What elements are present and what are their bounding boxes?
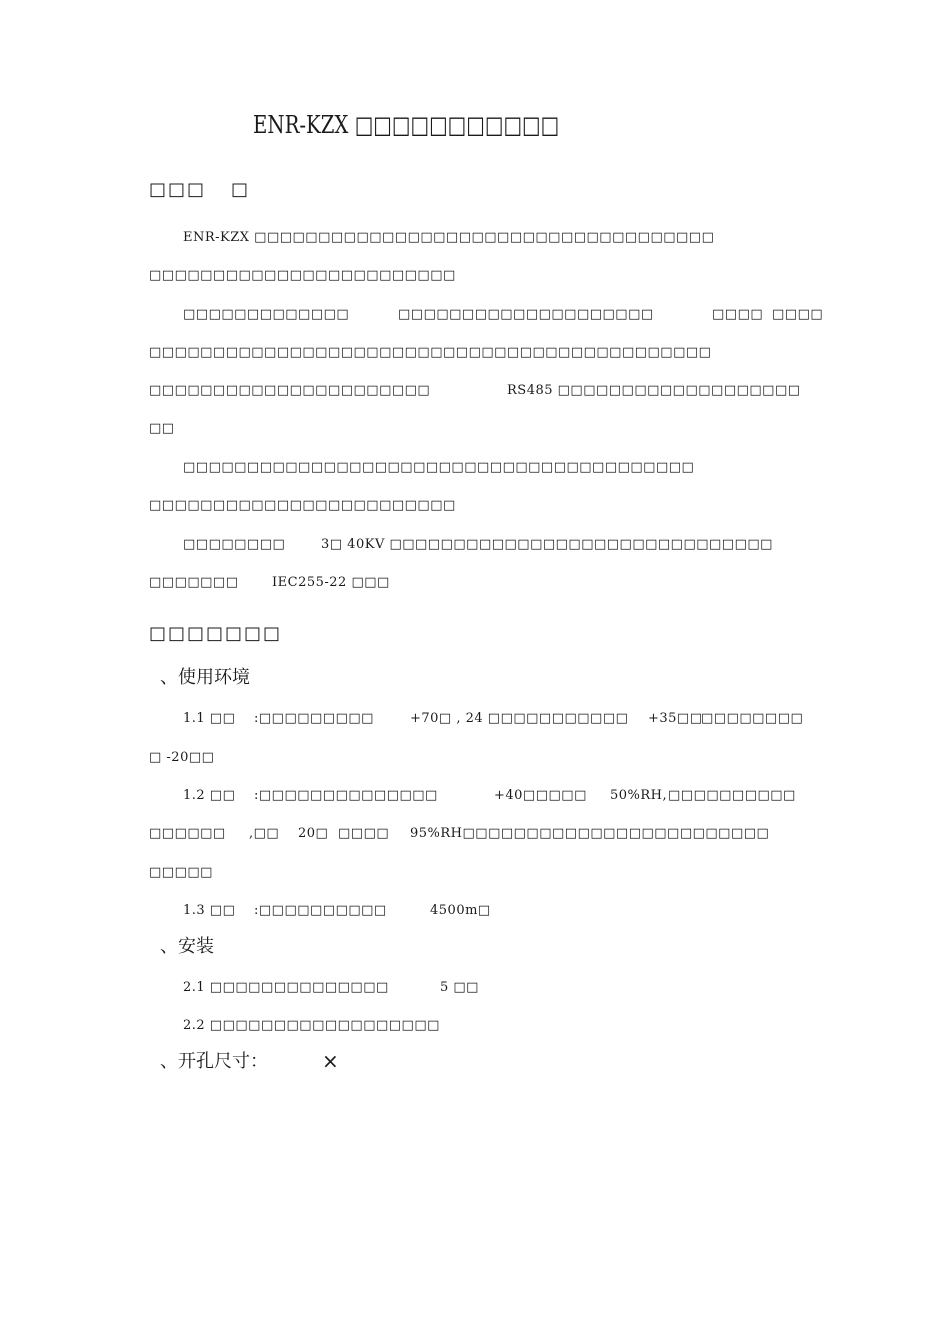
- text-line: □□□□□□□□□□□□□□□□□□□□□□□□: [149, 498, 456, 513]
- document-title: ENR-KZX □□□□□□□□□□□: [253, 111, 560, 139]
- text-line: □□□□□□□□□□□□□□□□□□□□□□□□□□□□□□□□□□□□□□□□□□□□: [149, 345, 712, 360]
- spec-line: :□□□□□□□□□□□□□□: [254, 788, 438, 803]
- text-line: □□□□□□□□□□□□□□□□□□□□: [398, 307, 654, 322]
- spec-line: 95%RH□□□□□□□□□□□□□□□□□□□□□□□□: [410, 826, 770, 841]
- spec-line: +40□□□□□: [494, 788, 587, 803]
- spec-line: □□□□: [338, 826, 390, 841]
- spec-line: □ -20□□: [149, 750, 215, 765]
- text-line: □□□□□□□□□□□□□□□□□□□□□□: [149, 383, 431, 398]
- spec-line: 1.2 □□: [183, 788, 236, 803]
- text-line: □□□□□□□□: [183, 537, 286, 552]
- text-line: RS485 □□□□□□□□□□□□□□□□□□□: [507, 383, 801, 398]
- multiply-symbol: ×: [322, 1049, 339, 1073]
- spec-line: □□□□□□□□: [701, 711, 804, 726]
- text-line: □□□□□□□□□□□□□□□□□□□□□□□□□□□□□□□□□□□□□□□□: [183, 460, 695, 475]
- spec-line: 1.3 □□: [183, 903, 236, 918]
- spec-line: □□□□□: [149, 865, 213, 880]
- spec-line: 20□: [298, 826, 329, 841]
- text-line: □□: [149, 421, 175, 436]
- text-line: 3□ 40KV □□□□□□□□□□□□□□□□□□□□□□□□□□□□□□: [321, 537, 773, 552]
- section-heading-introduction: □□□: [149, 179, 207, 200]
- section-heading-specs: □□□□□□□: [149, 623, 283, 644]
- text-line: □□□□: [712, 307, 764, 322]
- spec-line: :□□□□□□□□□: [254, 711, 374, 726]
- spec-line: □□□□□□□□□□: [668, 788, 796, 803]
- section-heading-introduction-suffix: □: [231, 179, 251, 200]
- spec-line: □□□□□□: [149, 826, 226, 841]
- subheading-installation: 、安装: [160, 936, 214, 957]
- spec-line: :□□□□□□□□□□: [254, 903, 387, 918]
- spec-line: 4500m□: [430, 903, 491, 918]
- spec-line: +70□ , 24 □□□□□□□□□□□: [410, 711, 629, 726]
- spec-line: 5 □□: [440, 980, 479, 995]
- spec-line: 2.1 □□□□□□□□□□□□□□: [183, 980, 389, 995]
- text-line: □□□□: [772, 307, 824, 322]
- spec-line: 50%RH,: [610, 788, 668, 803]
- spec-line: +35□□: [648, 711, 703, 726]
- spec-line: 1.1 □□: [183, 711, 236, 726]
- text-line: □□□□□□□□□□□□□□□□□□□□□□□□: [149, 268, 456, 283]
- text-line: ENR-KZX □□□□□□□□□□□□□□□□□□□□□□□□□□□□□□□□□□□□: [183, 230, 715, 245]
- spec-line: ,□□: [249, 826, 280, 841]
- text-line: □□□□□□□: [149, 575, 239, 590]
- spec-line: 2.2 □□□□□□□□□□□□□□□□□□: [183, 1018, 440, 1033]
- subheading-environment: 、使用环境: [160, 667, 250, 688]
- subheading-cutout-size: 、开孔尺寸：: [160, 1051, 268, 1072]
- text-line: IEC255-22 □□□: [272, 575, 390, 590]
- text-line: □□□□□□□□□□□□□: [183, 307, 350, 322]
